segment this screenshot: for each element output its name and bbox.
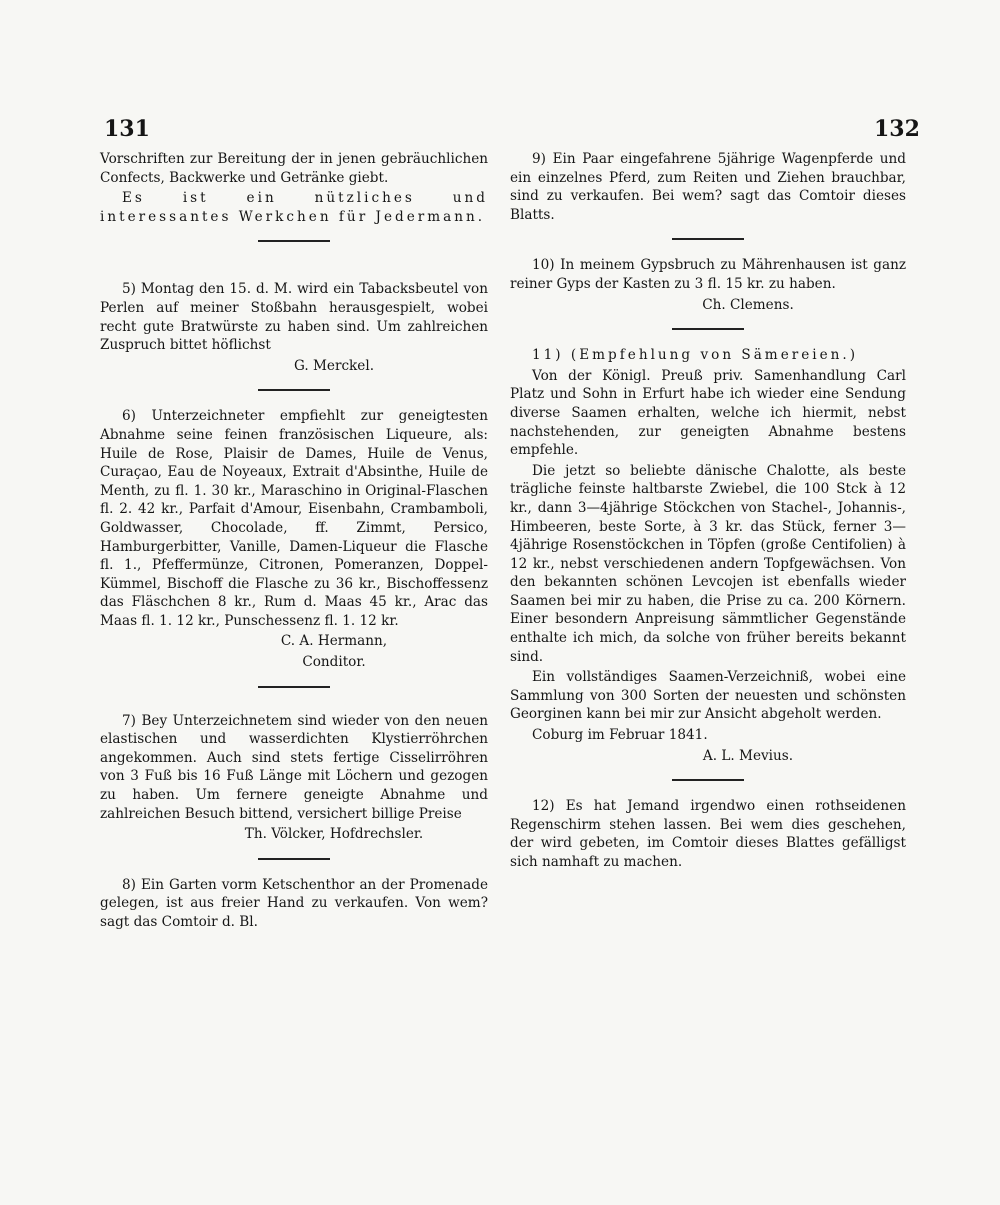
ad-5-signature: G. Merckel. [293, 357, 375, 374]
ad-12-text: 12) Es hat Jemand irgendwo einen rothseidenen Regenschirm stehen lassen. Bei wem dies geschehen, der wird gebeten, im Comtoir dieses Blattes gefälligst sich namhaft zu machen. [510, 798, 906, 870]
separator-rule [258, 858, 330, 860]
page-number-right: 132 [874, 116, 920, 142]
ad-5-text: 5) Montag den 15. d. M. wird ein Tabacksbeutel von Perlen auf meiner Stoßbahn herausgespielt, wobei recht gute Bratwürste zu haben sind. Um zahlreichen Zuspruch bittet höflichst [100, 281, 488, 354]
separator-rule [258, 389, 330, 391]
separator-rule [672, 328, 744, 330]
ad-11-paragraph-2: Die jetzt so beliebte dänische Chalotte, als beste trägliche feinste haltbarste Zwiebel, die 100 Stck à 12 kr., dann 3—4jährige Stöckchen von Stachel-, Johannis-, Himbeeren, beste Sorte, à 3 kr. das Stück, ferner 3—4jährige Rosenstöckchen in Töpfen (große Centifolien) à 12 kr., nebst verschiedenen andern Topfgewächsen. Von den bekannten schönen Levcojen ist ebenfalls wieder Saamen bei mir zu haben, die Prise zu ca. 200 Körnern. Einer besondern Anpreisung sämmtlicher Gegenstände enthalte ich mich, da solche von früher bereits bekannt sind. [510, 462, 906, 665]
right-column [510, 150, 906, 874]
ad-11-paragraph-3: Ein vollständiges Saamen-Verzeichniß, wobei eine Sammlung von 300 Sorten der neuesten und schönsten Georginen kann bei mir zur Ansicht abgeholt werden. [510, 669, 906, 723]
ad-7-text: 7) Bey Unterzeichnetem sind wieder von den neuen elastischen und wasserdichten Klystierröhrchen angekommen. Auch sind stets fertige Cisselirröhren von 3 Fuß bis 16 Fuß Länge mit Löchern und gezogen zu haben. Um fernere geneigte Abnahme und zahlreichen Besuch bittend, versichert billige Preise [100, 712, 488, 822]
ad-6-signature-name: C. A. Hermann, [280, 633, 388, 650]
ad-6-text: 6) Unterzeichneter empfiehlt zur geneigtesten Abnahme seine feinen französischen Liqueure, als: Huile de Rose, Plaisir de Dames, Huile de Venus, Curaçao, Eau de Noyeaux, Extrait d'Absinthe, Huile de Menth, zu fl. 1. 30 kr., Maraschino in Original-Flaschen fl. 2. 42 kr., Parfait d'Amour, Eisenbahn, Crambamboli, Goldwasser, Chocolade, ff. Zimmt, Persico, Hamburgerbitter, Vanille, Damen-Liqueur die Flasche fl. 1., Pfeffermünze, Citronen, Pomeranzen, Doppel-Kümmel, Bischoff die Flasche zu 36 kr., Bischoffessenz das Fläschchen 8 kr., Rum d. Maas 45 kr., Arac das Maas fl. 1. 12 kr., Punschessenz fl. 1. 12 kr. [100, 408, 488, 629]
ad-8-text: 8) Ein Garten vorm Ketschenthor an der Promenade gelegen, ist aus freier Hand zu verkaufen. Von wem? sagt das Comtoir d. Bl. [100, 876, 488, 930]
ad-10-text: 10) In meinem Gypsbruch zu Mährenhausen ist ganz reiner Gyps der Kasten zu 3 fl. 15 kr. zu haben. [510, 257, 906, 292]
ad-7-signature: Th. Völcker, Hofdrechsler. [244, 826, 424, 843]
ad-11-date: Coburg im Februar 1841. [532, 727, 708, 744]
ad-6-signature-title: Conditor. [302, 654, 366, 671]
separator-rule [672, 779, 744, 781]
intro-text-2: Es ist ein nützliches und interessantes Werkchen für Jedermann. [100, 190, 488, 225]
page-number-left: 131 [104, 116, 150, 142]
ad-10-signature: Ch. Clemens. [702, 296, 794, 313]
ad-11-paragraph-1: Von der Königl. Preuß priv. Samenhandlung Carl Platz und Sohn in Erfurt habe ich wieder eine Sendung diverse Saamen erhalten, welche ich hiermit, nebst nachstehenden, zur geneigten Abnahme bestens empfehle. [510, 367, 906, 459]
separator-rule [672, 238, 744, 240]
ad-11-title: 11) (Empfehlung von Sämereien.) [532, 347, 859, 364]
intro-text: Vorschriften zur Bereitung der in jenen gebräuchlichen Confects, Backwerke und Getränke giebt. [100, 151, 488, 186]
ad-11-signature: A. L. Mevius. [702, 747, 794, 764]
ad-9-text: 9) Ein Paar eingefahrene 5jährige Wagenpferde und ein einzelnes Pferd, zum Reiten und Ziehen brauchbar, sind zu verkaufen. Bei wem? sagt das Comtoir dieses Blatts. [510, 151, 906, 223]
separator-rule [258, 686, 330, 688]
left-column [100, 150, 488, 934]
separator-rule [258, 240, 330, 242]
